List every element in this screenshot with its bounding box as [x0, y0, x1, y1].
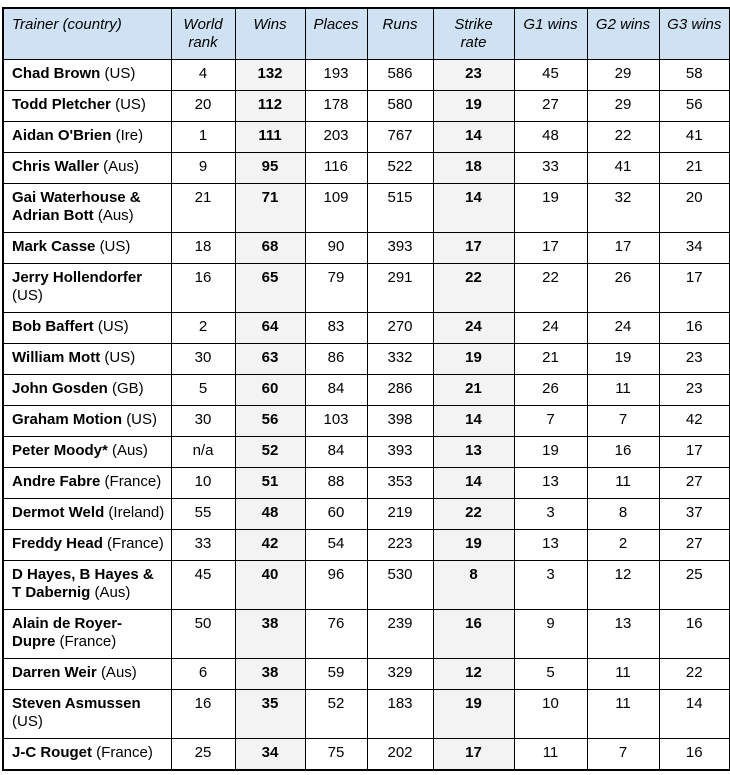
g3-wins-cell: 16	[659, 610, 730, 659]
strike-rate-cell: 19	[433, 344, 514, 375]
places-cell: 109	[305, 184, 367, 233]
g2-wins-cell: 29	[587, 91, 659, 122]
trainer-name: Gai Waterhouse & Adrian Bott	[12, 189, 141, 224]
wins-cell: 48	[235, 499, 305, 530]
trainer-name: Jerry Hollendorfer	[12, 269, 143, 286]
g2-wins-cell: 12	[587, 561, 659, 610]
g1-wins-cell: 19	[514, 184, 587, 233]
world-rank-cell: 1	[171, 122, 235, 153]
places-cell: 84	[305, 437, 367, 468]
table-row	[3, 91, 730, 122]
wins-cell: 51	[235, 468, 305, 499]
wins-cell: 42	[235, 530, 305, 561]
trainer-country: (Aus)	[97, 207, 134, 224]
g2-wins-cell: 11	[587, 690, 659, 739]
table-row	[3, 122, 730, 153]
table-row	[3, 437, 730, 468]
runs-cell: 286	[367, 375, 433, 406]
places-cell: 76	[305, 610, 367, 659]
trainer-name: Freddy Head	[12, 535, 103, 552]
trainer-cell	[3, 690, 171, 739]
wins-cell: 111	[235, 122, 305, 153]
trainer-cell	[3, 313, 171, 344]
trainer-cell	[3, 530, 171, 561]
g1-wins-cell: 5	[514, 659, 587, 690]
table-row	[3, 659, 730, 690]
g2-wins-cell: 11	[587, 375, 659, 406]
table-row	[3, 375, 730, 406]
g3-wins-cell: 14	[659, 690, 730, 739]
wins-cell: 65	[235, 264, 305, 313]
runs-cell: 329	[367, 659, 433, 690]
g3-wins-cell: 34	[659, 233, 730, 264]
runs-cell: 219	[367, 499, 433, 530]
g1-wins-cell: 33	[514, 153, 587, 184]
trainer-country: (US)	[97, 318, 129, 335]
table-row	[3, 153, 730, 184]
trainer-name: William Mott	[12, 349, 101, 366]
runs-cell: 270	[367, 313, 433, 344]
table-row	[3, 406, 730, 437]
trainer-country: (Aus)	[103, 158, 139, 175]
world-rank-cell: 21	[171, 184, 235, 233]
places-cell: 52	[305, 690, 367, 739]
g1-wins-cell: 27	[514, 91, 587, 122]
table-row	[3, 739, 730, 771]
world-rank-cell: 9	[171, 153, 235, 184]
header-g1-wins: G1 wins	[514, 8, 587, 60]
trainer-cell	[3, 739, 171, 771]
g1-wins-cell: 13	[514, 468, 587, 499]
places-cell: 79	[305, 264, 367, 313]
runs-cell: 239	[367, 610, 433, 659]
trainer-name: Alain de Royer-Dupre	[12, 615, 123, 650]
trainer-cell	[3, 91, 171, 122]
header-wins: Wins	[235, 8, 305, 60]
g2-wins-cell: 7	[587, 406, 659, 437]
trainer-stats-table	[2, 7, 730, 771]
table-row	[3, 530, 730, 561]
g2-wins-cell: 41	[587, 153, 659, 184]
trainer-cell	[3, 122, 171, 153]
world-rank-cell: 4	[171, 60, 235, 91]
strike-rate-cell: 19	[433, 530, 514, 561]
trainer-country: (US)	[99, 238, 131, 255]
runs-cell: 183	[367, 690, 433, 739]
strike-rate-cell: 17	[433, 233, 514, 264]
places-cell: 84	[305, 375, 367, 406]
wins-cell: 35	[235, 690, 305, 739]
trainer-country: (US)	[126, 411, 158, 428]
trainer-cell	[3, 264, 171, 313]
header-g3-wins: G3 wins	[659, 8, 730, 60]
strike-rate-cell: 14	[433, 122, 514, 153]
trainer-name: Darren Weir	[12, 664, 97, 681]
g1-wins-cell: 21	[514, 344, 587, 375]
world-rank-cell: 30	[171, 406, 235, 437]
trainer-country: (France)	[59, 633, 117, 650]
world-rank-cell: 18	[171, 233, 235, 264]
strike-rate-cell: 19	[433, 690, 514, 739]
runs-cell: 522	[367, 153, 433, 184]
wins-cell: 52	[235, 437, 305, 468]
strike-rate-cell: 22	[433, 499, 514, 530]
trainer-country: (France)	[104, 473, 162, 490]
trainer-name: Andre Fabre	[12, 473, 101, 490]
g1-wins-cell: 24	[514, 313, 587, 344]
wins-cell: 38	[235, 610, 305, 659]
strike-rate-cell: 23	[433, 60, 514, 91]
header-trainer: Trainer (country)	[3, 8, 171, 60]
trainer-cell	[3, 468, 171, 499]
table-row	[3, 184, 730, 233]
g2-wins-cell: 19	[587, 344, 659, 375]
world-rank-cell: 10	[171, 468, 235, 499]
trainer-country: (France)	[96, 744, 153, 761]
table-row	[3, 561, 730, 610]
trainer-name: J-C Rouget	[12, 744, 92, 761]
world-rank-cell: 30	[171, 344, 235, 375]
wins-cell: 112	[235, 91, 305, 122]
wins-cell: 64	[235, 313, 305, 344]
trainer-cell	[3, 561, 171, 610]
g3-wins-cell: 16	[659, 313, 730, 344]
runs-cell: 580	[367, 91, 433, 122]
g3-wins-cell: 42	[659, 406, 730, 437]
g3-wins-cell: 41	[659, 122, 730, 153]
g2-wins-cell: 7	[587, 739, 659, 771]
g2-wins-cell: 26	[587, 264, 659, 313]
g2-wins-cell: 11	[587, 659, 659, 690]
g3-wins-cell: 22	[659, 659, 730, 690]
trainer-cell	[3, 153, 171, 184]
strike-rate-cell: 8	[433, 561, 514, 610]
header-strike-rate: Strike rate	[433, 8, 514, 60]
runs-cell: 353	[367, 468, 433, 499]
trainer-cell	[3, 610, 171, 659]
g2-wins-cell: 32	[587, 184, 659, 233]
wins-cell: 63	[235, 344, 305, 375]
trainer-name: Graham Motion	[12, 411, 123, 428]
runs-cell: 515	[367, 184, 433, 233]
g1-wins-cell: 10	[514, 690, 587, 739]
table-row	[3, 610, 730, 659]
places-cell: 75	[305, 739, 367, 771]
g2-wins-cell: 2	[587, 530, 659, 561]
strike-rate-cell: 16	[433, 610, 514, 659]
trainer-country: (GB)	[112, 380, 144, 397]
wins-cell: 68	[235, 233, 305, 264]
g1-wins-cell: 17	[514, 233, 587, 264]
places-cell: 83	[305, 313, 367, 344]
g2-wins-cell: 13	[587, 610, 659, 659]
table-row	[3, 344, 730, 375]
g2-wins-cell: 11	[587, 468, 659, 499]
places-cell: 103	[305, 406, 367, 437]
g3-wins-cell: 56	[659, 91, 730, 122]
table-body	[3, 60, 730, 771]
g3-wins-cell: 16	[659, 739, 730, 771]
g3-wins-cell: 17	[659, 264, 730, 313]
places-cell: 203	[305, 122, 367, 153]
trainer-cell	[3, 60, 171, 91]
trainer-name: Steven Asmussen	[12, 695, 141, 712]
g1-wins-cell: 11	[514, 739, 587, 771]
world-rank-cell: 55	[171, 499, 235, 530]
wins-cell: 132	[235, 60, 305, 91]
table-row	[3, 468, 730, 499]
g3-wins-cell: 23	[659, 344, 730, 375]
g2-wins-cell: 22	[587, 122, 659, 153]
trainer-cell	[3, 184, 171, 233]
g3-wins-cell: 27	[659, 468, 730, 499]
table-row	[3, 60, 730, 91]
places-cell: 90	[305, 233, 367, 264]
wins-cell: 56	[235, 406, 305, 437]
strike-rate-cell: 12	[433, 659, 514, 690]
strike-rate-cell: 19	[433, 91, 514, 122]
g3-wins-cell: 25	[659, 561, 730, 610]
wins-cell: 38	[235, 659, 305, 690]
trainer-cell	[3, 437, 171, 468]
trainer-cell	[3, 406, 171, 437]
world-rank-cell: n/a	[171, 437, 235, 468]
places-cell: 88	[305, 468, 367, 499]
g1-wins-cell: 13	[514, 530, 587, 561]
places-cell: 54	[305, 530, 367, 561]
trainer-cell	[3, 233, 171, 264]
g2-wins-cell: 8	[587, 499, 659, 530]
trainer-name: Mark Casse	[12, 238, 96, 255]
trainer-cell	[3, 375, 171, 406]
strike-rate-cell: 17	[433, 739, 514, 771]
world-rank-cell: 2	[171, 313, 235, 344]
table-row	[3, 264, 730, 313]
places-cell: 116	[305, 153, 367, 184]
trainer-name: D Hayes, B Hayes & T Dabernig	[12, 566, 154, 601]
g1-wins-cell: 19	[514, 437, 587, 468]
trainer-cell	[3, 659, 171, 690]
trainer-name: Chad Brown	[12, 65, 101, 82]
strike-rate-cell: 14	[433, 406, 514, 437]
wins-cell: 95	[235, 153, 305, 184]
trainer-name: John Gosden	[12, 380, 108, 397]
g3-wins-cell: 23	[659, 375, 730, 406]
strike-rate-cell: 18	[433, 153, 514, 184]
table-row	[3, 233, 730, 264]
trainer-country: (France)	[107, 535, 164, 552]
trainer-country: (Ireland)	[108, 504, 165, 521]
places-cell: 86	[305, 344, 367, 375]
g3-wins-cell: 21	[659, 153, 730, 184]
wins-cell: 71	[235, 184, 305, 233]
trainer-name: Dermot Weld	[12, 504, 105, 521]
table-row	[3, 499, 730, 530]
world-rank-cell: 20	[171, 91, 235, 122]
strike-rate-cell: 22	[433, 264, 514, 313]
places-cell: 96	[305, 561, 367, 610]
trainer-name: Bob Baffert	[12, 318, 94, 335]
header-g2-wins: G2 wins	[587, 8, 659, 60]
wins-cell: 34	[235, 739, 305, 771]
header-world-rank: World rank	[171, 8, 235, 60]
header-row	[3, 8, 730, 60]
trainer-country: (US)	[12, 713, 43, 730]
world-rank-cell: 6	[171, 659, 235, 690]
g1-wins-cell: 48	[514, 122, 587, 153]
wins-cell: 40	[235, 561, 305, 610]
runs-cell: 393	[367, 233, 433, 264]
trainer-country: (Ire)	[115, 127, 144, 144]
world-rank-cell: 16	[171, 264, 235, 313]
trainer-name: Aidan O'Brien	[12, 127, 112, 144]
g1-wins-cell: 22	[514, 264, 587, 313]
g3-wins-cell: 20	[659, 184, 730, 233]
g1-wins-cell: 26	[514, 375, 587, 406]
trainer-country: (US)	[104, 349, 136, 366]
g1-wins-cell: 3	[514, 499, 587, 530]
header-places: Places	[305, 8, 367, 60]
trainer-country: (US)	[115, 96, 146, 113]
world-rank-cell: 50	[171, 610, 235, 659]
trainer-country: (US)	[12, 287, 43, 304]
places-cell: 59	[305, 659, 367, 690]
world-rank-cell: 16	[171, 690, 235, 739]
world-rank-cell: 45	[171, 561, 235, 610]
runs-cell: 398	[367, 406, 433, 437]
runs-cell: 767	[367, 122, 433, 153]
trainer-cell	[3, 499, 171, 530]
g3-wins-cell: 58	[659, 60, 730, 91]
wins-cell: 60	[235, 375, 305, 406]
g1-wins-cell: 7	[514, 406, 587, 437]
g2-wins-cell: 29	[587, 60, 659, 91]
trainer-name: Chris Waller	[12, 158, 99, 175]
g2-wins-cell: 17	[587, 233, 659, 264]
runs-cell: 291	[367, 264, 433, 313]
trainer-country: (US)	[104, 65, 136, 82]
table-header	[3, 8, 730, 60]
runs-cell: 223	[367, 530, 433, 561]
world-rank-cell: 5	[171, 375, 235, 406]
runs-cell: 393	[367, 437, 433, 468]
trainer-cell	[3, 344, 171, 375]
g3-wins-cell: 27	[659, 530, 730, 561]
runs-cell: 332	[367, 344, 433, 375]
g2-wins-cell: 16	[587, 437, 659, 468]
g3-wins-cell: 37	[659, 499, 730, 530]
trainer-name: Todd Pletcher	[12, 96, 111, 113]
table-row	[3, 313, 730, 344]
trainer-country: (Aus)	[94, 584, 131, 601]
runs-cell: 530	[367, 561, 433, 610]
trainer-name: Peter Moody*	[12, 442, 108, 459]
g2-wins-cell: 24	[587, 313, 659, 344]
strike-rate-cell: 13	[433, 437, 514, 468]
header-runs: Runs	[367, 8, 433, 60]
g3-wins-cell: 17	[659, 437, 730, 468]
runs-cell: 202	[367, 739, 433, 771]
table-row	[3, 690, 730, 739]
g1-wins-cell: 45	[514, 60, 587, 91]
g1-wins-cell: 3	[514, 561, 587, 610]
runs-cell: 586	[367, 60, 433, 91]
places-cell: 193	[305, 60, 367, 91]
strike-rate-cell: 24	[433, 313, 514, 344]
g1-wins-cell: 9	[514, 610, 587, 659]
trainer-country: (Aus)	[100, 664, 137, 681]
places-cell: 60	[305, 499, 367, 530]
trainer-country: (Aus)	[112, 442, 148, 459]
strike-rate-cell: 21	[433, 375, 514, 406]
world-rank-cell: 25	[171, 739, 235, 771]
strike-rate-cell: 14	[433, 468, 514, 499]
places-cell: 178	[305, 91, 367, 122]
world-rank-cell: 33	[171, 530, 235, 561]
strike-rate-cell: 14	[433, 184, 514, 233]
